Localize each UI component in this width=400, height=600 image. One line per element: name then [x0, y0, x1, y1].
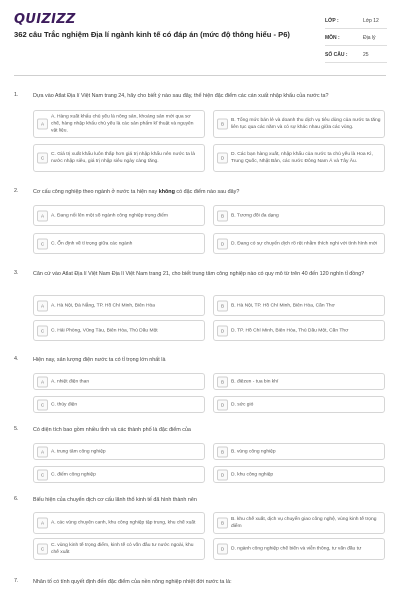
question-number: 5.	[14, 426, 19, 432]
option-c[interactable]	[33, 144, 205, 172]
option-letter: A	[37, 210, 48, 221]
option-text: D. Đang có sự chuyển dịch rõ rệt nhằm thích nghi với tình hình mới	[231, 240, 378, 246]
option-d[interactable]	[213, 538, 385, 560]
option-letter: C	[37, 544, 48, 555]
option-a[interactable]	[33, 512, 205, 534]
option-a[interactable]	[33, 443, 205, 460]
option-letter: C	[37, 238, 48, 249]
question-text: Có diện tích bao gồm nhiều tỉnh và các thành phố là đặc điểm của	[33, 427, 191, 433]
option-text: B. Hà Nội, TP. Hồ Chí Minh, Biên Hòa, Cần Thơ	[231, 302, 335, 308]
option-letter: D	[217, 399, 228, 410]
worksheet-meta	[325, 15, 387, 66]
option-text: C. Hải Phòng, Vũng Tàu, Biên Hòa, Thủ Dầu Một	[51, 327, 158, 333]
question-text: Nhân tố có tính quyết định đến đặc điểm của nền nông nghiệp nhiệt đới nước ta là:	[33, 579, 232, 585]
option-b[interactable]	[213, 205, 385, 226]
option-letter: B	[217, 446, 228, 457]
meta-row-class	[325, 15, 387, 29]
option-letter: B	[217, 376, 228, 387]
option-letter: B	[217, 210, 228, 221]
option-letter: B	[217, 300, 228, 311]
option-letter: A	[37, 119, 48, 130]
option-letter: C	[37, 469, 48, 480]
question-number: 7.	[14, 578, 19, 584]
question-text: Dựa vào Atlat Địa lí Việt Nam trang 24, hãy cho biết ý nào sau đây, thể hiện đặc điểm các cán xuất nhập khẩu của nước ta?	[33, 93, 329, 99]
option-text: C. thủy điện	[51, 401, 78, 407]
option-letter: D	[217, 469, 228, 480]
option-text: D. Các bạn hàng xuất, nhập khẩu của nước ta chủ yếu là Hoa Kì, Trung Quốc, Nhật Bản, các nước Đông Nam Á và Tây Âu.	[231, 151, 373, 164]
question-number: 1.	[14, 92, 19, 98]
option-d[interactable]	[213, 320, 385, 341]
header-divider	[14, 75, 386, 76]
option-c[interactable]	[33, 538, 205, 560]
question-number: 6.	[14, 496, 19, 502]
option-text: A. trung tâm công nghiệp	[51, 448, 106, 454]
option-letter: C	[37, 399, 48, 410]
option-letter: D	[217, 544, 228, 555]
meta-label: MÔN :	[325, 35, 340, 41]
option-text: B. khu chế xuất, dịch vụ chuyển giao công nghệ, vùng kinh tế trọng điểm	[231, 516, 377, 529]
option-letter: A	[37, 376, 48, 387]
option-c[interactable]	[33, 466, 205, 483]
option-text: D. ngành công nghiệp chế biến và viễn thông, tư vấn đầu tư	[231, 546, 362, 552]
option-letter: A	[37, 446, 48, 457]
option-text: B. Tương đối đa dạng	[231, 212, 279, 218]
option-letter: A	[37, 518, 48, 529]
question-number: 4.	[14, 356, 19, 362]
option-d[interactable]	[213, 233, 385, 254]
option-text: A. các vùng chuyên canh, khu công nghiệp tập trung, khu chế xuất	[51, 520, 196, 526]
option-text: C. Ổn định về tỉ trọng giữa các ngành	[51, 240, 133, 246]
meta-value: Địa lý	[363, 35, 376, 41]
option-text: B. Tổng mức bán lẻ và doanh thu dịch vụ tiêu dùng của nước ta tăng liên tục qua các năm và có sự khác nhau giữa các vùng.	[231, 117, 381, 130]
option-letter: C	[37, 325, 48, 336]
option-text: C. Giá trị xuất khẩu luôn thấp hơn giá trị nhập khẩu nên nước ta là nước nhập siêu, giá trị nhập siêu ngày càng tăng.	[51, 151, 195, 164]
option-letter: B	[217, 119, 228, 130]
meta-label: SỐ CÂU :	[325, 52, 348, 58]
question-text-emphasis: không	[158, 189, 175, 195]
question-text-start: Cơ cấu công nghiệp theo ngành ở nước ta hiện nay	[33, 189, 159, 195]
option-b[interactable]	[213, 373, 385, 390]
option-text: A. nhiệt điện than	[51, 378, 90, 384]
question-text: Căn cứ vào Atlat Địa lí Việt Nam Địa lí Việt Nam trang 21, cho biết trung tâm công nghiệp nào có quy mô từ trên 40 đến 120 nghìn tỉ đồng?	[33, 271, 365, 277]
option-a[interactable]	[33, 205, 205, 226]
option-b[interactable]	[213, 443, 385, 460]
option-a[interactable]	[33, 295, 205, 316]
option-text: C. vùng kinh tế trọng điểm, kinh tế có vốn đầu tư nước ngoài, khu chế xuất	[51, 542, 194, 555]
option-c[interactable]	[33, 320, 205, 341]
option-text: A. Hà Nội, Đà Nẵng, TP. Hồ Chí Minh, Biên Hòa	[51, 302, 155, 308]
meta-label: LỚP :	[325, 18, 339, 24]
worksheet-title: 362 câu Trắc nghiệm Địa lí ngành kinh tế có đáp án (mức độ thông hiểu - P6)	[14, 30, 290, 39]
option-letter: B	[217, 518, 228, 529]
option-d[interactable]	[213, 466, 385, 483]
option-text: B. vùng công nghiệp	[231, 448, 276, 454]
option-b[interactable]	[213, 295, 385, 316]
option-b[interactable]	[213, 512, 385, 534]
option-text: C. điểm công nghiệp	[51, 471, 96, 477]
option-text: A. Hàng xuất khẩu chủ yếu là nông sản, khoáng sản mới qua sơ chế, hàng nhập khẩu chủ yếu là các sản phẩm kĩ thuật và nguyên vật liệu.	[51, 114, 194, 134]
option-letter: C	[37, 153, 48, 164]
option-letter: D	[217, 153, 228, 164]
option-c[interactable]	[33, 396, 205, 413]
option-text: B. điêzen - tua bin khí	[231, 378, 279, 384]
meta-value: Lớp 12	[363, 18, 379, 24]
worksheet-header	[0, 0, 400, 62]
question-text: Hiện nay, sản lượng điện nước ta có tỉ trọng lớn nhất là	[33, 357, 166, 363]
option-text: D. khu công nghiệp	[231, 471, 274, 477]
option-text: D. sức gió	[231, 401, 254, 407]
meta-row-subject	[325, 32, 387, 46]
option-letter: A	[37, 300, 48, 311]
option-text: A. Đang nổi lên một số ngành công nghiệp trọng điểm	[51, 212, 168, 218]
meta-row-question-count	[325, 49, 387, 63]
question-text: Biểu hiện của chuyển dịch cơ cấu lãnh thổ kinh tế đã hình thành nên	[33, 497, 197, 503]
option-a[interactable]	[33, 373, 205, 390]
option-d[interactable]	[213, 396, 385, 413]
question-number: 3.	[14, 270, 19, 276]
question-text-end: có đặc điểm nào sau đây?	[174, 189, 240, 195]
option-text: D. TP. Hồ Chí Minh, Biên Hòa, Thủ Dầu Một, Cần Thơ	[231, 327, 349, 333]
option-b[interactable]	[213, 110, 385, 138]
option-d[interactable]	[213, 144, 385, 172]
option-letter: D	[217, 238, 228, 249]
meta-value: 25	[363, 52, 369, 58]
question-text	[33, 188, 378, 196]
quizizz-logo: QUIZIZZ	[14, 12, 76, 27]
option-c[interactable]	[33, 233, 205, 254]
option-a[interactable]	[33, 110, 205, 138]
question-number: 2.	[14, 188, 19, 194]
option-letter: D	[217, 325, 228, 336]
